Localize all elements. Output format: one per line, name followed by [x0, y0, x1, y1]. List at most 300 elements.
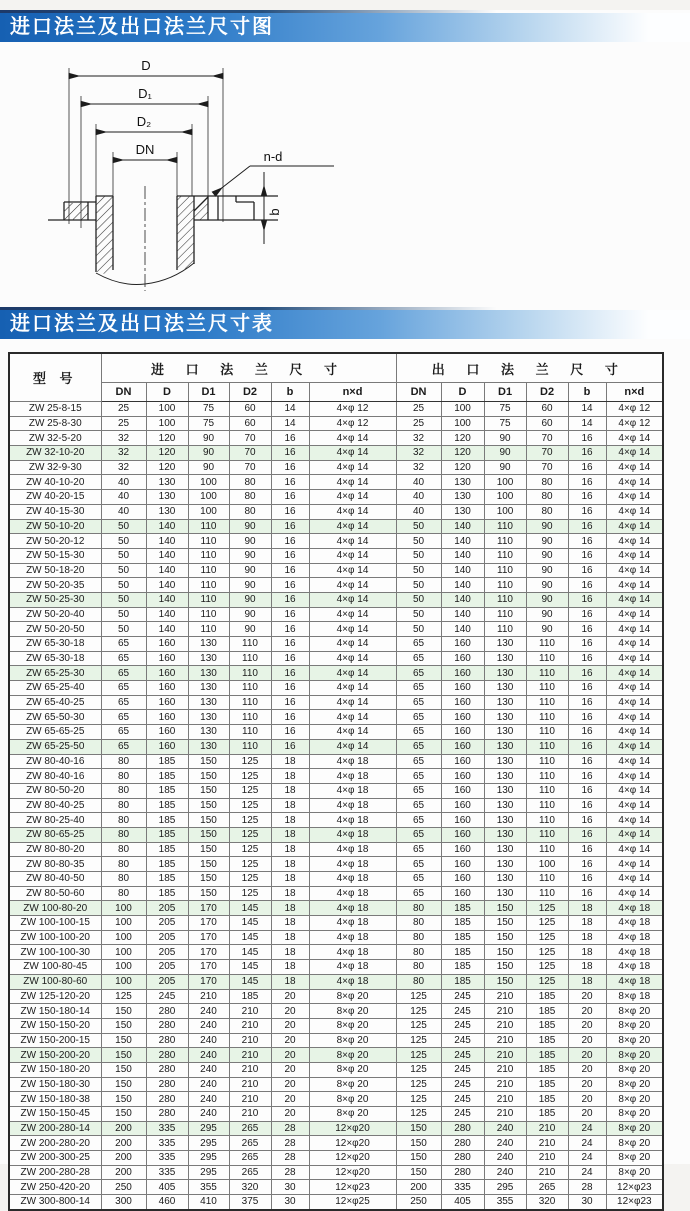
value-cell: 280 — [441, 1136, 484, 1151]
value-cell: 90 — [229, 519, 271, 534]
value-cell: 110 — [526, 666, 568, 681]
value-cell: 125 — [396, 1033, 441, 1048]
value-cell: 70 — [229, 431, 271, 446]
value-cell: 160 — [441, 695, 484, 710]
value-cell: 8×φ 20 — [309, 989, 396, 1004]
value-cell: 16 — [271, 504, 309, 519]
model-cell: ZW 80-50-60 — [9, 886, 101, 901]
left-edge-hatch — [64, 203, 88, 220]
value-cell: 16 — [271, 592, 309, 607]
value-cell: 140 — [441, 578, 484, 593]
value-cell: 50 — [396, 563, 441, 578]
col-header-d1-outlet: D1 — [484, 383, 526, 402]
value-cell: 18 — [271, 974, 309, 989]
value-cell: 65 — [396, 681, 441, 696]
value-cell: 16 — [271, 519, 309, 534]
model-cell: ZW 150-200-20 — [9, 1048, 101, 1063]
value-cell: 90 — [526, 519, 568, 534]
value-cell: 16 — [568, 754, 606, 769]
value-cell: 4×φ 18 — [606, 960, 663, 975]
value-cell: 185 — [441, 960, 484, 975]
value-cell: 205 — [146, 901, 188, 916]
value-cell: 210 — [484, 1004, 526, 1019]
value-cell: 4×φ 14 — [606, 637, 663, 652]
value-cell: 20 — [568, 1048, 606, 1063]
value-cell: 50 — [396, 607, 441, 622]
value-cell: 90 — [188, 446, 229, 461]
value-cell: 110 — [229, 681, 271, 696]
value-cell: 160 — [441, 798, 484, 813]
value-cell: 18 — [271, 901, 309, 916]
value-cell: 65 — [396, 754, 441, 769]
dimension-labels — [136, 58, 283, 216]
model-cell: ZW 50-20-12 — [9, 534, 101, 549]
table-row — [9, 769, 663, 784]
value-cell: 240 — [188, 1048, 229, 1063]
value-cell: 14 — [568, 402, 606, 417]
value-cell: 145 — [229, 930, 271, 945]
value-cell: 4×φ 14 — [309, 504, 396, 519]
value-cell: 185 — [146, 813, 188, 828]
value-cell: 16 — [271, 739, 309, 754]
table-row — [9, 578, 663, 593]
value-cell: 8×φ 20 — [606, 1121, 663, 1136]
value-cell: 140 — [146, 534, 188, 549]
value-cell: 4×φ 14 — [606, 872, 663, 887]
value-cell: 20 — [271, 989, 309, 1004]
value-cell: 65 — [101, 637, 146, 652]
value-cell: 280 — [146, 1018, 188, 1033]
value-cell: 130 — [484, 710, 526, 725]
value-cell: 4×φ 14 — [309, 607, 396, 622]
value-cell: 18 — [271, 769, 309, 784]
table-row — [9, 592, 663, 607]
value-cell: 80 — [396, 930, 441, 945]
value-cell: 125 — [229, 783, 271, 798]
value-cell: 8×φ 20 — [606, 1165, 663, 1180]
value-cell: 110 — [188, 563, 229, 578]
value-cell: 110 — [484, 578, 526, 593]
value-cell: 245 — [441, 989, 484, 1004]
table-row — [9, 739, 663, 754]
value-cell: 28 — [271, 1121, 309, 1136]
value-cell: 16 — [568, 798, 606, 813]
dim-label-d2: D₂ — [136, 114, 152, 129]
value-cell: 4×φ 14 — [309, 651, 396, 666]
value-cell: 18 — [271, 960, 309, 975]
value-cell: 160 — [146, 739, 188, 754]
value-cell: 16 — [568, 725, 606, 740]
value-cell: 16 — [271, 725, 309, 740]
value-cell: 65 — [396, 857, 441, 872]
value-cell: 140 — [146, 592, 188, 607]
value-cell: 12×φ23 — [606, 1180, 663, 1195]
value-cell: 16 — [568, 695, 606, 710]
value-cell: 210 — [188, 989, 229, 1004]
value-cell: 16 — [271, 695, 309, 710]
model-cell: ZW 200-300-25 — [9, 1151, 101, 1166]
value-cell: 125 — [526, 901, 568, 916]
value-cell: 185 — [526, 1033, 568, 1048]
value-cell: 80 — [396, 945, 441, 960]
model-cell: ZW 50-20-40 — [9, 607, 101, 622]
value-cell: 18 — [271, 783, 309, 798]
value-cell: 90 — [526, 548, 568, 563]
value-cell: 205 — [146, 960, 188, 975]
value-cell: 280 — [146, 1092, 188, 1107]
col-header-nxd-outlet: n×d — [606, 383, 663, 402]
value-cell: 110 — [526, 886, 568, 901]
value-cell: 240 — [188, 1107, 229, 1122]
value-cell: 100 — [101, 901, 146, 916]
value-cell: 4×φ 14 — [606, 725, 663, 740]
flange-body — [48, 196, 278, 285]
value-cell: 65 — [396, 798, 441, 813]
value-cell: 130 — [484, 842, 526, 857]
model-cell: ZW 150-180-30 — [9, 1077, 101, 1092]
value-cell: 210 — [484, 1062, 526, 1077]
value-cell: 4×φ 12 — [606, 416, 663, 431]
table-row — [9, 798, 663, 813]
value-cell: 100 — [484, 490, 526, 505]
value-cell: 280 — [441, 1151, 484, 1166]
value-cell: 80 — [229, 490, 271, 505]
value-cell: 185 — [146, 842, 188, 857]
value-cell: 210 — [229, 1048, 271, 1063]
value-cell: 80 — [396, 974, 441, 989]
diagram-section-title: 进口法兰及出口法兰尺寸图 — [0, 13, 690, 42]
value-cell: 150 — [484, 930, 526, 945]
value-cell: 150 — [188, 857, 229, 872]
table-row — [9, 548, 663, 563]
value-cell: 280 — [146, 1062, 188, 1077]
value-cell: 130 — [188, 725, 229, 740]
value-cell: 130 — [188, 710, 229, 725]
value-cell: 150 — [396, 1151, 441, 1166]
model-cell: ZW 40-15-30 — [9, 504, 101, 519]
value-cell: 50 — [396, 592, 441, 607]
value-cell: 185 — [229, 989, 271, 1004]
value-cell: 90 — [484, 460, 526, 475]
value-cell: 65 — [396, 637, 441, 652]
value-cell: 265 — [229, 1165, 271, 1180]
value-cell: 160 — [146, 651, 188, 666]
value-cell: 4×φ 18 — [309, 857, 396, 872]
value-cell: 185 — [526, 989, 568, 1004]
model-cell: ZW 65-25-40 — [9, 681, 101, 696]
value-cell: 12×φ20 — [309, 1136, 396, 1151]
model-cell: ZW 100-100-30 — [9, 945, 101, 960]
value-cell: 4×φ 14 — [606, 695, 663, 710]
value-cell: 16 — [271, 607, 309, 622]
value-cell: 90 — [229, 578, 271, 593]
value-cell: 4×φ 14 — [606, 681, 663, 696]
value-cell: 8×φ 20 — [606, 1092, 663, 1107]
table-body — [9, 402, 663, 1210]
value-cell: 240 — [188, 1033, 229, 1048]
value-cell: 150 — [484, 960, 526, 975]
value-cell: 110 — [526, 681, 568, 696]
value-cell: 16 — [568, 431, 606, 446]
value-cell: 40 — [396, 475, 441, 490]
model-cell: ZW 150-180-38 — [9, 1092, 101, 1107]
value-cell: 125 — [396, 1077, 441, 1092]
table-row — [9, 695, 663, 710]
value-cell: 245 — [441, 1092, 484, 1107]
table-section-title: 进口法兰及出口法兰尺寸表 — [0, 310, 690, 339]
value-cell: 50 — [101, 548, 146, 563]
value-cell: 75 — [484, 402, 526, 417]
page — [0, 10, 690, 1208]
value-cell: 4×φ 14 — [606, 578, 663, 593]
value-cell: 110 — [484, 592, 526, 607]
value-cell: 12×φ20 — [309, 1151, 396, 1166]
value-cell: 16 — [271, 475, 309, 490]
value-cell: 185 — [146, 872, 188, 887]
value-cell: 4×φ 14 — [309, 578, 396, 593]
value-cell: 4×φ 14 — [606, 592, 663, 607]
value-cell: 125 — [229, 827, 271, 842]
table-row — [9, 490, 663, 505]
value-cell: 8×φ 18 — [606, 989, 663, 1004]
table-row — [9, 960, 663, 975]
value-cell: 4×φ 14 — [606, 563, 663, 578]
value-cell: 240 — [188, 1092, 229, 1107]
model-cell: ZW 200-280-20 — [9, 1136, 101, 1151]
value-cell: 110 — [229, 637, 271, 652]
table-row — [9, 1151, 663, 1166]
value-cell: 100 — [101, 945, 146, 960]
model-cell: ZW 80-65-25 — [9, 827, 101, 842]
col-header-d2-inlet: D2 — [229, 383, 271, 402]
table-row — [9, 783, 663, 798]
value-cell: 210 — [229, 1004, 271, 1019]
value-cell: 20 — [271, 1077, 309, 1092]
value-cell: 160 — [441, 886, 484, 901]
value-cell: 16 — [271, 431, 309, 446]
table-row — [9, 519, 663, 534]
value-cell: 240 — [188, 1018, 229, 1033]
value-cell: 130 — [484, 813, 526, 828]
value-cell: 295 — [188, 1165, 229, 1180]
value-cell: 150 — [188, 813, 229, 828]
value-cell: 130 — [441, 475, 484, 490]
value-cell: 90 — [188, 431, 229, 446]
value-cell: 16 — [568, 578, 606, 593]
outlet-group-header: 出 口 法 兰 尺 寸 — [396, 353, 663, 383]
col-header-d-outlet: D — [441, 383, 484, 402]
value-cell: 4×φ 18 — [309, 930, 396, 945]
model-cell: ZW 80-25-40 — [9, 813, 101, 828]
value-cell: 16 — [568, 710, 606, 725]
value-cell: 145 — [229, 901, 271, 916]
dim-label-d1: D₁ — [138, 86, 152, 101]
value-cell: 4×φ 14 — [309, 739, 396, 754]
value-cell: 28 — [271, 1165, 309, 1180]
value-cell: 335 — [146, 1151, 188, 1166]
value-cell: 295 — [188, 1121, 229, 1136]
table-row — [9, 916, 663, 931]
value-cell: 20 — [568, 1033, 606, 1048]
table-row — [9, 607, 663, 622]
value-cell: 65 — [396, 872, 441, 887]
value-cell: 120 — [146, 446, 188, 461]
value-cell: 125 — [229, 857, 271, 872]
flange-diagram — [26, 54, 690, 301]
value-cell: 16 — [568, 534, 606, 549]
value-cell: 150 — [101, 1107, 146, 1122]
value-cell: 4×φ 14 — [606, 519, 663, 534]
value-cell: 160 — [441, 754, 484, 769]
value-cell: 295 — [484, 1180, 526, 1195]
value-cell: 65 — [396, 842, 441, 857]
value-cell: 140 — [146, 548, 188, 563]
table-row — [9, 827, 663, 842]
value-cell: 4×φ 18 — [309, 960, 396, 975]
value-cell: 110 — [188, 622, 229, 637]
value-cell: 130 — [146, 475, 188, 490]
table-row — [9, 1180, 663, 1195]
neck-right-hatch — [177, 196, 194, 269]
value-cell: 240 — [188, 1062, 229, 1077]
value-cell: 80 — [101, 769, 146, 784]
value-cell: 130 — [484, 695, 526, 710]
value-cell: 16 — [568, 446, 606, 461]
value-cell: 110 — [484, 607, 526, 622]
value-cell: 170 — [188, 916, 229, 931]
value-cell: 130 — [484, 857, 526, 872]
value-cell: 150 — [484, 901, 526, 916]
value-cell: 160 — [441, 783, 484, 798]
value-cell: 20 — [568, 1107, 606, 1122]
value-cell: 125 — [396, 1092, 441, 1107]
model-cell: ZW 125-120-20 — [9, 989, 101, 1004]
value-cell: 130 — [188, 637, 229, 652]
col-header-d-inlet: D — [146, 383, 188, 402]
value-cell: 4×φ 14 — [309, 431, 396, 446]
value-cell: 50 — [101, 592, 146, 607]
value-cell: 12×φ20 — [309, 1165, 396, 1180]
table-row — [9, 1004, 663, 1019]
value-cell: 140 — [441, 534, 484, 549]
model-cell: ZW 65-50-30 — [9, 710, 101, 725]
value-cell: 210 — [526, 1151, 568, 1166]
value-cell: 150 — [188, 827, 229, 842]
value-cell: 4×φ 18 — [309, 827, 396, 842]
value-cell: 110 — [526, 651, 568, 666]
model-cell: ZW 150-150-45 — [9, 1107, 101, 1122]
value-cell: 110 — [484, 548, 526, 563]
nd-leader-line — [214, 166, 334, 194]
value-cell: 200 — [396, 1180, 441, 1195]
value-cell: 210 — [484, 1033, 526, 1048]
value-cell: 18 — [271, 842, 309, 857]
model-cell: ZW 150-180-14 — [9, 1004, 101, 1019]
value-cell: 150 — [484, 916, 526, 931]
value-cell: 145 — [229, 960, 271, 975]
value-cell: 90 — [229, 622, 271, 637]
value-cell: 160 — [441, 872, 484, 887]
value-cell: 240 — [188, 1077, 229, 1092]
value-cell: 160 — [441, 739, 484, 754]
value-cell: 4×φ 14 — [606, 475, 663, 490]
value-cell: 16 — [568, 769, 606, 784]
value-cell: 80 — [396, 916, 441, 931]
value-cell: 150 — [101, 1048, 146, 1063]
value-cell: 4×φ 14 — [606, 431, 663, 446]
value-cell: 145 — [229, 945, 271, 960]
value-cell: 24 — [568, 1121, 606, 1136]
value-cell: 20 — [568, 1062, 606, 1077]
table-row — [9, 402, 663, 417]
value-cell: 32 — [396, 460, 441, 475]
value-cell: 110 — [526, 798, 568, 813]
value-cell: 65 — [396, 651, 441, 666]
value-cell: 320 — [526, 1195, 568, 1210]
value-cell: 125 — [396, 1004, 441, 1019]
value-cell: 4×φ 14 — [606, 842, 663, 857]
value-cell: 4×φ 14 — [606, 769, 663, 784]
value-cell: 50 — [101, 578, 146, 593]
value-cell: 130 — [484, 769, 526, 784]
value-cell: 185 — [146, 769, 188, 784]
value-cell: 16 — [271, 460, 309, 475]
model-cell: ZW 80-40-16 — [9, 754, 101, 769]
value-cell: 4×φ 14 — [309, 695, 396, 710]
value-cell: 110 — [526, 783, 568, 798]
model-cell: ZW 65-30-18 — [9, 637, 101, 652]
value-cell: 65 — [396, 739, 441, 754]
value-cell: 245 — [441, 1077, 484, 1092]
value-cell: 40 — [101, 490, 146, 505]
value-cell: 4×φ 12 — [309, 416, 396, 431]
value-cell: 140 — [441, 563, 484, 578]
value-cell: 210 — [484, 1018, 526, 1033]
value-cell: 4×φ 14 — [309, 681, 396, 696]
table-row — [9, 1195, 663, 1210]
value-cell: 30 — [271, 1195, 309, 1210]
value-cell: 120 — [441, 446, 484, 461]
value-cell: 265 — [526, 1180, 568, 1195]
value-cell: 150 — [188, 769, 229, 784]
table-row — [9, 754, 663, 769]
model-cell: ZW 65-30-18 — [9, 651, 101, 666]
value-cell: 16 — [568, 681, 606, 696]
value-cell: 130 — [484, 681, 526, 696]
value-cell: 185 — [146, 886, 188, 901]
value-cell: 4×φ 14 — [309, 725, 396, 740]
value-cell: 125 — [229, 769, 271, 784]
value-cell: 150 — [188, 754, 229, 769]
value-cell: 205 — [146, 945, 188, 960]
value-cell: 185 — [526, 1048, 568, 1063]
table-row — [9, 681, 663, 696]
col-header-b-inlet: b — [271, 383, 309, 402]
value-cell: 8×φ 20 — [309, 1077, 396, 1092]
value-cell: 160 — [146, 637, 188, 652]
value-cell: 4×φ 14 — [606, 490, 663, 505]
value-cell: 170 — [188, 974, 229, 989]
value-cell: 160 — [146, 695, 188, 710]
value-cell: 160 — [441, 710, 484, 725]
value-cell: 125 — [396, 989, 441, 1004]
value-cell: 160 — [441, 827, 484, 842]
value-cell: 8×φ 20 — [309, 1107, 396, 1122]
value-cell: 8×φ 20 — [309, 1018, 396, 1033]
table-row — [9, 1165, 663, 1180]
value-cell: 90 — [484, 431, 526, 446]
value-cell: 18 — [271, 886, 309, 901]
